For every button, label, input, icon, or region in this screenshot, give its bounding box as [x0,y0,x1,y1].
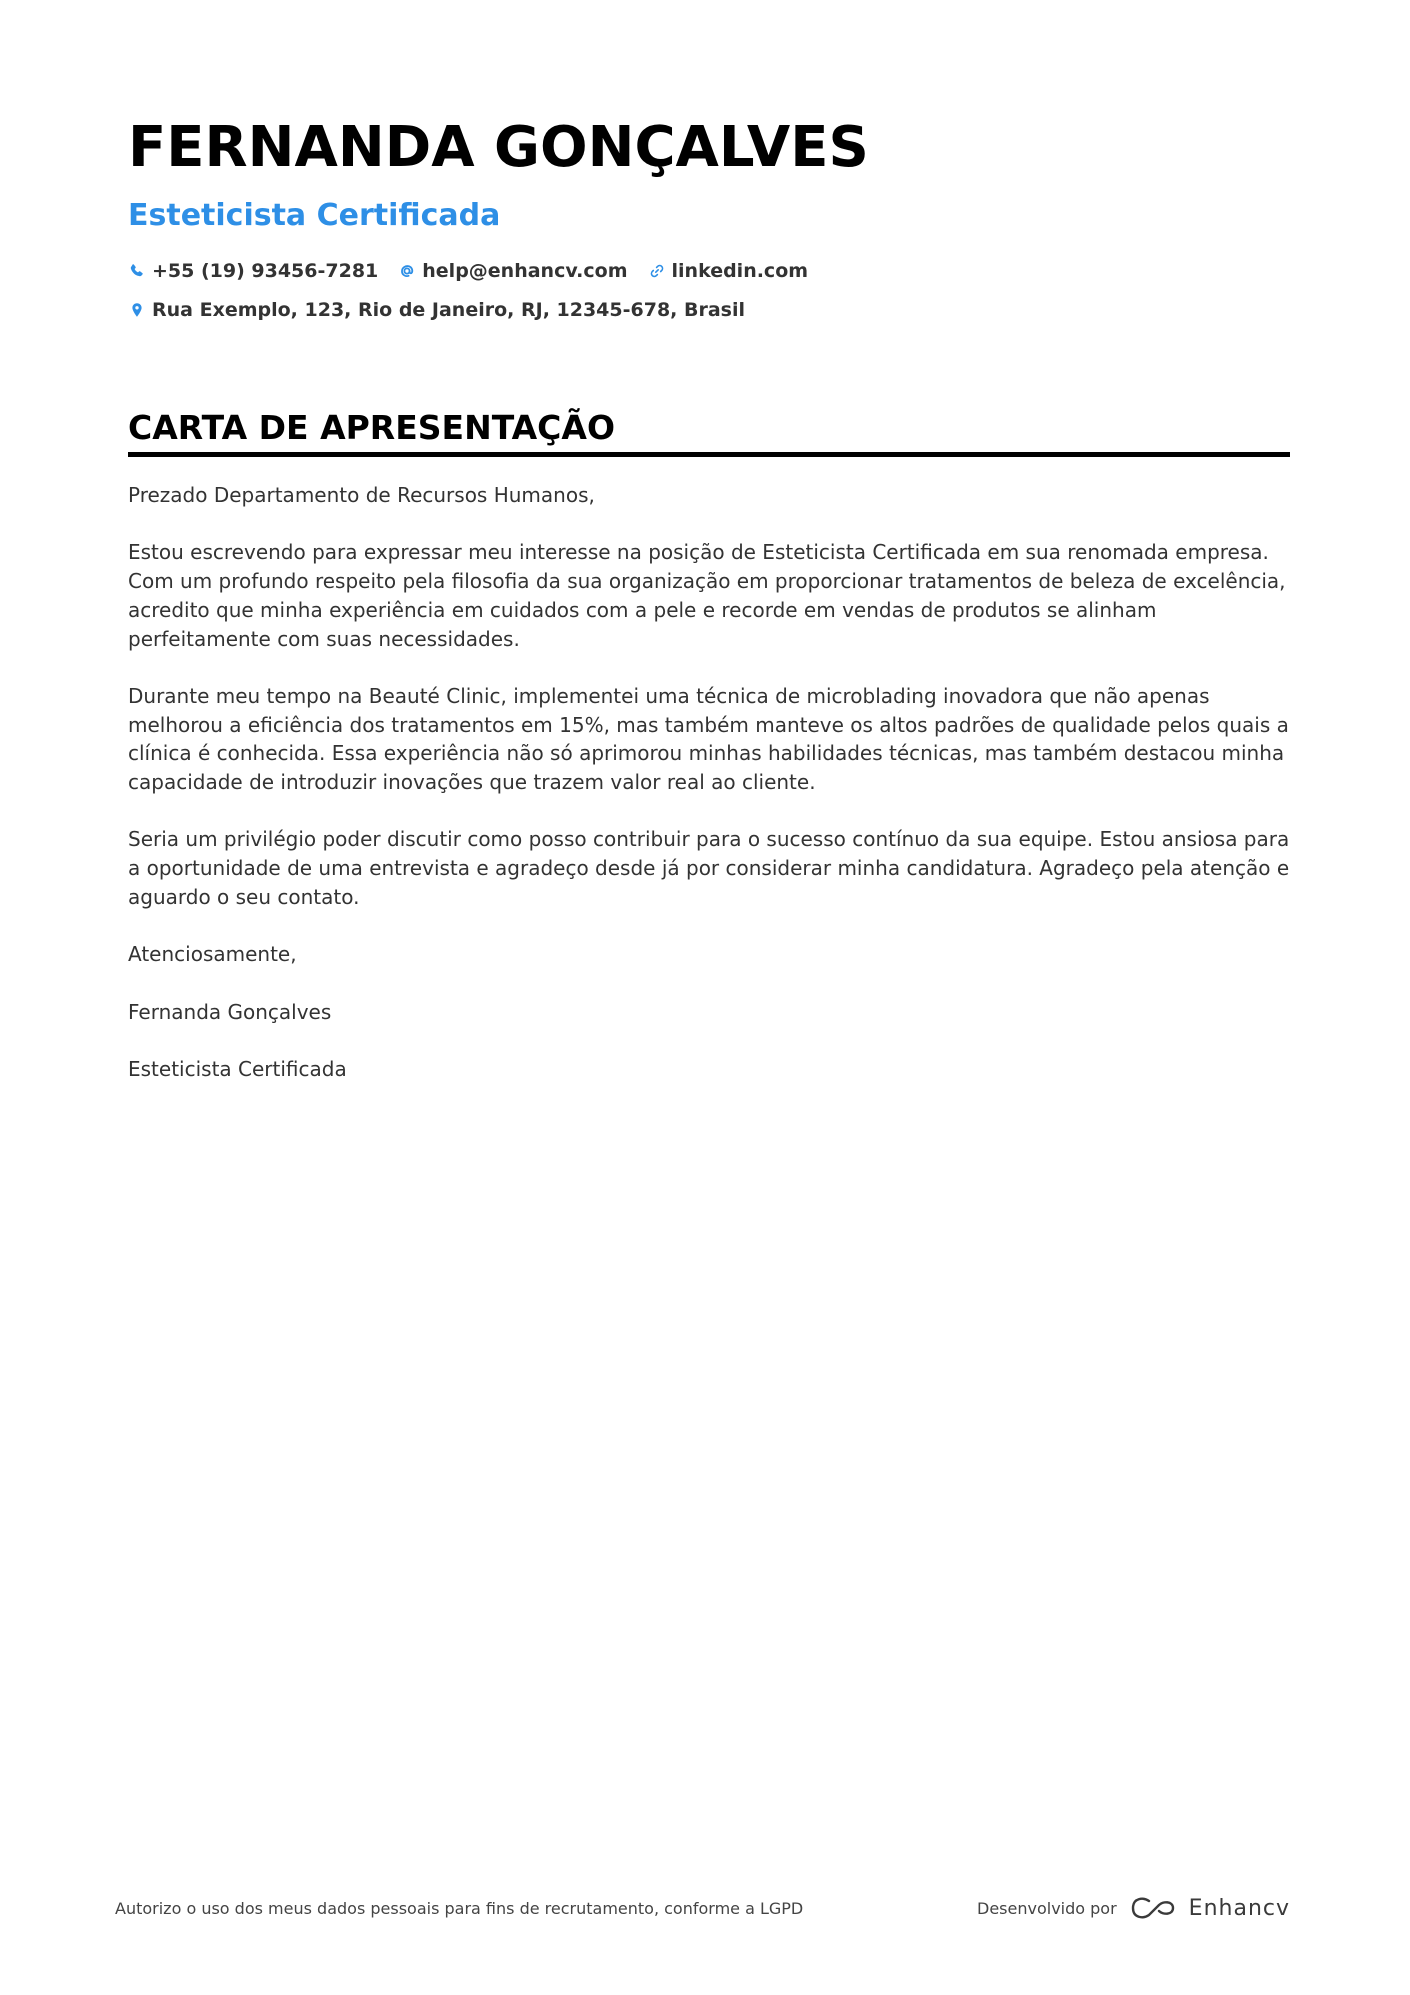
consent-note: Autorizo o uso dos meus dados pessoais para fins de recrutamento, conforme a LGPD [115,1898,804,1918]
footer [115,1893,1290,1923]
signature-title: Esteticista Certificada [128,1056,347,1081]
section-title: CARTA DE APRESENTAÇÃO [128,408,615,447]
letter-body [128,481,1290,1084]
powered-by-label: Desenvolvido por [977,1898,1117,1918]
location-pin-icon [128,301,146,319]
letter-salutation: Prezado Departamento de Recursos Humanos, [128,483,595,507]
contact-phone [128,260,378,282]
at-icon [398,262,416,280]
contact-email [398,260,627,282]
address-text: Rua Exemplo, 123, Rio de Janeiro, RJ, 12345-678, Brasil [152,299,746,321]
header [128,110,1290,325]
letter-paragraph-2: Durante meu tempo na Beauté Clinic, implementei uma técnica de microblading inovadora que não apenas melhorou a eficiência dos tratamentos em 15%, mas também manteve os altos padrões de qualidade pelos quais a clínica é conhecida. Essa experiência não só aprimorou minhas habilidades técnicas, mas também destacou minha capacidade de introduzir inovações que trazem valor real ao cliente. [128,683,1289,794]
section-divider [128,452,1290,457]
website-link: linkedin.com [671,260,809,282]
email-address: help@enhancv.com [422,260,628,282]
letter-paragraph-3: Seria um privilégio poder discutir como posso contribuir para o sucesso contínuo da sua equipe. Estou ansiosa para a oportunidade de uma entrevista e agradeço desde já por considerar minha candidatura. Agradeço pela atenção e aguardo o seu contato. [128,827,1290,909]
contact-address [128,299,745,321]
enhancv-logo-icon [1129,1895,1177,1921]
powered-by[interactable] [977,1895,1290,1921]
candidate-name: FERNANDA GONÇALVES [128,115,869,180]
contact-row [128,256,1290,286]
candidate-role: Esteticista Certificada [128,198,501,233]
brand-name: Enhancv [1188,1895,1290,1921]
cover-letter-section [128,406,1290,1112]
phone-number: +55 (19) 93456-7281 [152,260,379,282]
link-icon [648,262,666,280]
letter-paragraph-1: Estou escrevendo para expressar meu interesse na posição de Esteticista Certificada em sua renomada empresa. Com um profundo respeito pela filosofia da sua organização em proporcionar tratamentos de beleza de excelência, acredito que minha experiência em cuidados com a pele e recorde em vendas de produtos se alinham perfeitamente com suas necessidades. [128,540,1286,651]
letter-closing: Atenciosamente, [128,942,297,967]
signature-name: Fernanda Gonçalves [128,999,332,1024]
address-row [128,295,1290,325]
contact-website [648,260,809,282]
phone-icon [128,262,146,280]
